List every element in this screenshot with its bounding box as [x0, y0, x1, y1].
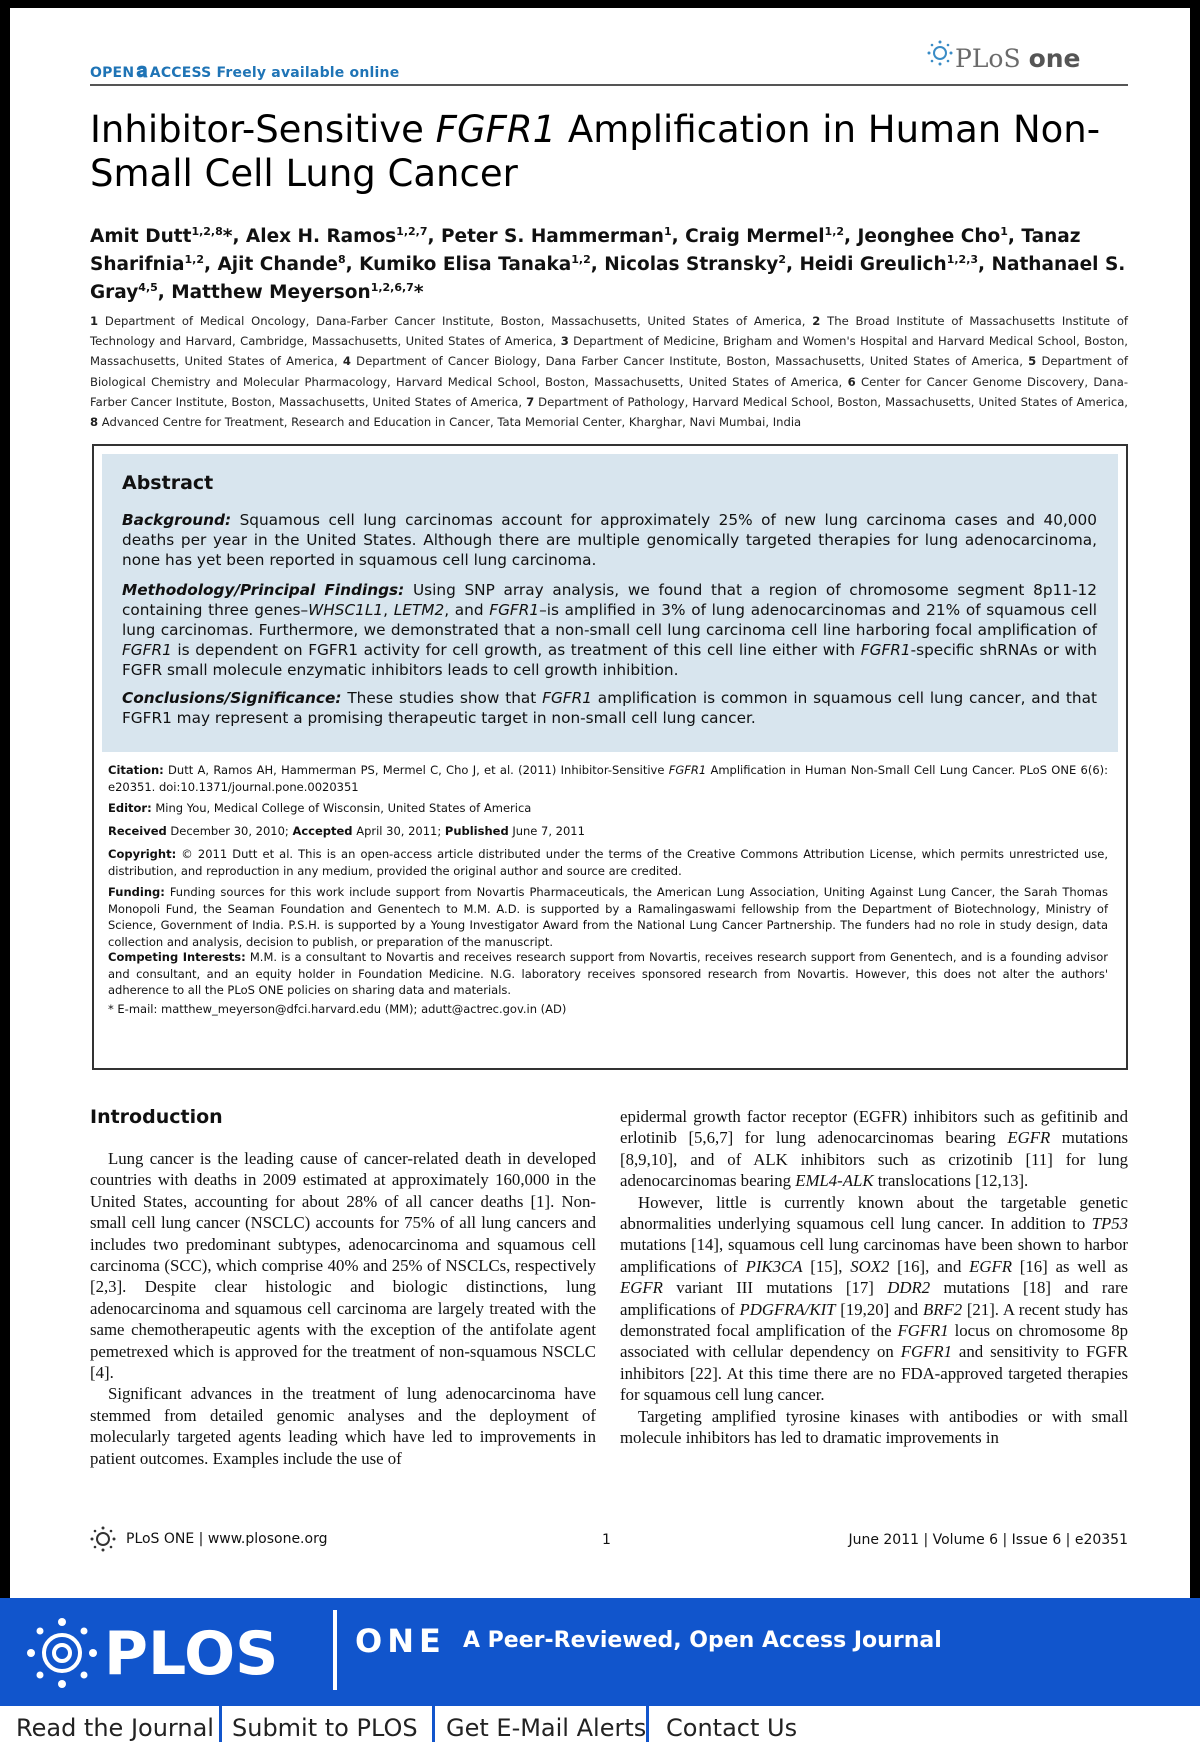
nav-read-journal[interactable]: Read the Journal	[10, 1706, 222, 1742]
received-dates: Received December 30, 2010; Accepted April 30, 2011; Published June 7, 2011	[108, 824, 585, 838]
body-column-right: epidermal growth factor receptor (EGFR) inhibitors such as gefitinib and erlotinib [5,6,7] for lung adenocarcinomas bearing EGFR mutations [8,9,10], and of ALK inhibitors such as crizotinib [11] for lung adenocarcinomas bearing EML4-ALK translocations [12,13]. However, little is currently known about the targetable genetic abnormalities underlying squamous cell lung cancer. In addition to TP53 mutations [14], squamous cell lung carcinomas have been shown to harbor amplifications of PIK3CA [15], SOX2 [16], and EGFR [16] as well as EGFR variant III mutations [17] DDR2 mutations [18] and rare amplifications of PDGFRA/KIT [19,20] and BRF2 [21]. A recent study has demonstrated focal amplification of the FGFR1 locus on chromosome 8p associated with cellular dependency on FGFR1 and sensitivity to FGFR inhibitors [22]. At this time there are no FDA-approved targeted therapies for squamous cell lung cancer. Targeting amplified tyrosine kinases with antibodies or with small molecule inhibitors has led to dramatic improvements in	[620, 1107, 1129, 1448]
plos-banner-logo	[20, 1608, 310, 1698]
abstract-background: Background: Squamous cell lung carcinomas account for approximately 25% of new lung carcinoma cases and 40,000 deaths per year in the United States. Although there are multiple genomically targeted therapies for lung adenocarcinoma, none has yet been reported in squamous cell lung carcinoma.	[122, 511, 1097, 569]
plos-logo-text: PLOS	[104, 1619, 279, 1689]
author-list: Amit Dutt$^{1,2,8}$*, Alex H. Ramos$^{1,2,7}$, Peter S. Hammerman$^1$, Craig Mermel$^{1,2}$, Jeonghee Cho$^1$, Tanaz Sharifnia$^{1,2}$, Ajit Chande$^8$, Kumiko Elisa Tanaka$^{1,2}$, Nicolas Stransky$^2$, Heidi Greulich$^{1,2,3}$, Nathanael S. Gray$^{4,5}$, Matthew Meyerson$^{1,2,6,7}$*	[90, 224, 1126, 303]
introduction-heading: Introduction	[90, 1106, 223, 1128]
article-title: Inhibitor-Sensitive FGFR1 Amplification in Human Non-Small Cell Lung Cancer	[90, 108, 1101, 195]
email-line: * E-mail: matthew_meyerson@dfci.harvard.edu (MM); adutt@actrec.gov.in (AD)	[108, 1002, 567, 1016]
footer-journal-text: PLoS ONE | www.plosone.org	[126, 1531, 328, 1547]
one-wordmark: one	[1028, 44, 1081, 73]
copyright: Copyright: © 2011 Dutt et al. This is an open-access article distributed under the terms of the Creative Commons Attribution License, which permits unrestricted use, distribution, and reproduction in any medium, provided the original author and source are credited.	[108, 847, 1108, 878]
footer-journal	[90, 1526, 327, 1552]
plos-sun-icon	[90, 1526, 116, 1552]
abstract-panel	[102, 454, 1118, 752]
issue-info: June 2011 | Volume 6 | Issue 6 | e20351	[848, 1532, 1128, 1548]
header-divider	[90, 84, 1128, 86]
abstract-methods: Methodology/Principal Findings: Using SNP array analysis, we found that a region of chromosome segment 8p11-12 containing three genes–WHSC1L1, LETM2, and FGFR1–is amplified in 3% of lung adenocarcinomas and 21% of squamous cell lung carcinomas. Furthermore, we demonstrated that a non-small cell lung carcinoma cell line harboring focal amplification of FGFR1 is dependent on FGFR1 activity for cell growth, as treatment of this cell line either with FGFR1-specific shRNAs or with FGFR small molecule enzymatic inhibitors leads to cell growth inhibition.	[122, 581, 1097, 679]
funding: Funding: Funding sources for this work include support from Novartis Pharmaceuticals, the American Lung Association, Uniting Against Lung Cancer, the Sarah Thomas Monopoli Fund, the Seaman Foundation and Genentech to M.M. A.D. is supported by a Ramalingaswami fellowship from the Department of Biotechnology, Ministry of Science, Government of India. P.S.H. is supported by a Young Investigator Award from the National Lung Cancer Partnership. The funders had no role in study design, data collection and analysis, decision to publish, or preparation of the manuscript.	[108, 885, 1108, 949]
banner-tagline: A Peer-Reviewed, Open Access Journal	[463, 1628, 942, 1653]
nav-contact[interactable]: Contact Us	[666, 1714, 798, 1742]
editor: Editor: Ming You, Medical College of Wisconsin, United States of America	[108, 801, 532, 815]
banner-divider	[333, 1610, 337, 1690]
freely-available-text: ACCESS Freely available online	[149, 65, 400, 81]
nav-email-alerts[interactable]: Get E-Mail Alerts	[440, 1706, 649, 1742]
competing-interests: Competing Interests: M.M. is a consultant to Novartis and receives research support from Novartis, receives research support from Genentech, and is a founding advisor and consultant, and an equity holder in Foundation Medicine. N.G. laboratory receives sponsored research from Novartis. However, this does not alter the authors' adherence to all the PLoS ONE policies on sharing data and materials.	[108, 950, 1108, 997]
open-lock-icon: 𝐚	[136, 58, 148, 82]
affiliations: 1 Department of Medical Oncology, Dana-Farber Cancer Institute, Boston, Massachusetts, United States of America, 2 The Broad Institute of Massachusetts Institute of Technology and Harvard, Cambridge, Massachusetts, United States of America, 3 Department of Medicine, Brigham and Women's Hospital and Harvard Medical School, Boston, Massachusetts, United States of America, 4 Department of Cancer Biology, Dana Farber Cancer Institute, Boston, Massachusetts, United States of America, 5 Department of Biological Chemistry and Molecular Pharmacology, Harvard Medical School, Boston, Massachusetts, United States of America, 6 Center for Cancer Genome Discovery, Dana-Farber Cancer Institute, Boston, Massachusetts, United States of America, 7 Department of Pathology, Harvard Medical School, Boston, Massachusetts, United States of America, 8 Advanced Centre for Treatment, Research and Education in Cancer, Tata Memorial Center, Kharghar, Navi Mumbai, India	[90, 314, 1129, 430]
plos-one-logo	[955, 44, 1081, 73]
open-access-text: OPEN	[90, 65, 135, 81]
banner-nav	[0, 1706, 1200, 1742]
article-page	[10, 8, 1190, 1598]
abstract-heading: Abstract	[122, 472, 214, 494]
abstract-conclusions: Conclusions/Significance: These studies show that FGFR1 amplification is common in squamous cell lung cancer, and that FGFR1 may represent a promising therapeutic target in non-small cell lung cancer.	[122, 689, 1097, 727]
citation: Citation: Dutt A, Ramos AH, Hammerman PS, Mermel C, Cho J, et al. (2011) Inhibitor-Sensitive FGFR1 Amplification in Human Non-Small Cell Lung Cancer. PLoS ONE 6(6): e20351. doi:10.1371/journal.pone.0020351	[108, 763, 1108, 794]
abstract-box	[92, 444, 1128, 1070]
body-column-left: Lung cancer is the leading cause of cancer-related death in developed countries with deaths in 2009 estimated at approximately 160,000 in the United States, accounting for about 28% of all cancer deaths [1]. Non-small cell lung cancer (NSCLC) accounts for 75% of all lung cancers and includes two predominant subtypes, adenocarcinoma and squamous cell carcinoma (SCC), which comprise 40% and 25% of NSCLCs, respectively [2,3]. Despite clear histologic and biologic distinctions, lung adenocarcinoma and squamous cell carcinoma are largely treated with the same chemotherapeutic agents with the exception of the antifolate agent pemetrexed which is approved for the treatment of non-squamous NSCLC [4]. Significant advances in the treatment of lung adenocarcinoma have stemmed from detailed genomic analyses and the deployment of molecularly targeted agents leading which have led to improvements in patient outcomes. Examples include the use of	[90, 1149, 596, 1468]
plos-sun-icon	[927, 40, 953, 66]
open-access-label	[90, 58, 399, 82]
page-number: 1	[602, 1532, 611, 1548]
banner-one-text: ONE	[355, 1622, 446, 1660]
plos-banner[interactable]	[0, 1598, 1200, 1706]
plos-wordmark: PLoS	[955, 44, 1021, 73]
nav-submit[interactable]: Submit to PLOS	[226, 1706, 435, 1742]
